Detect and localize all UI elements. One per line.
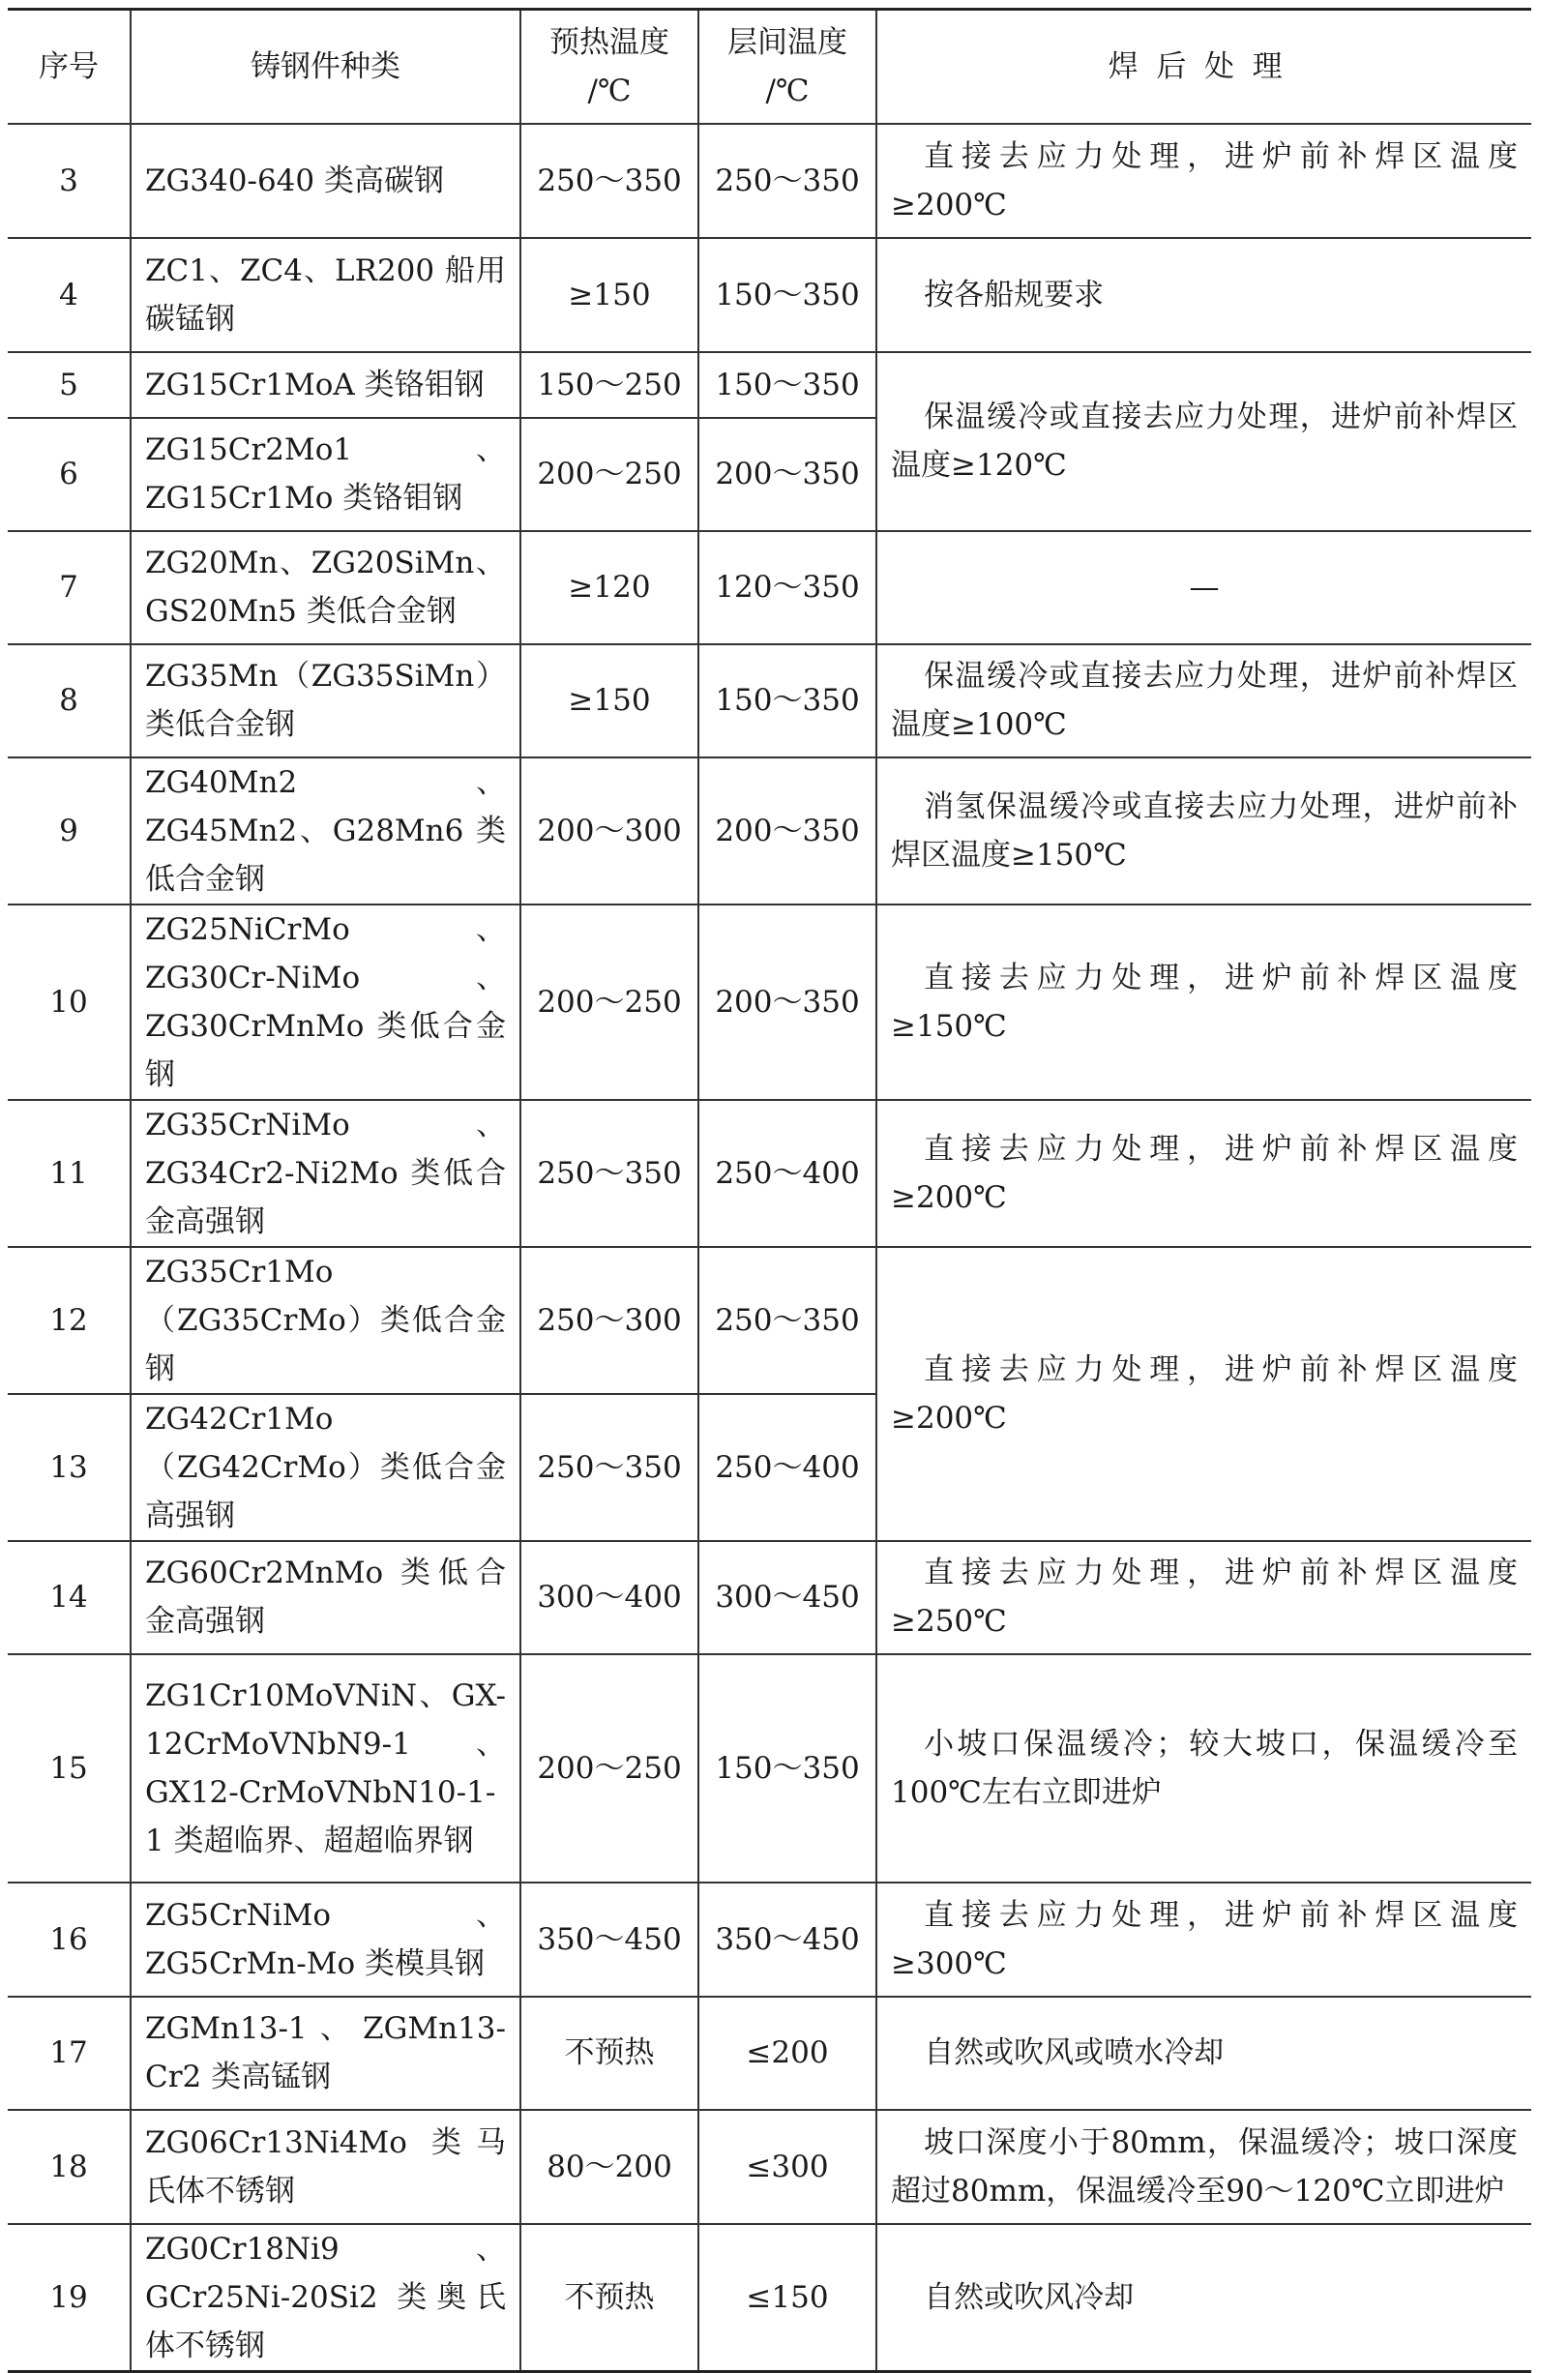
cell-interpass: 150～350 [698,238,876,352]
cell-no: 7 [8,531,131,644]
cell-type: ZG15Cr2Mo1、ZG15Cr1Mo 类铬钼钢 [131,418,520,531]
cell-post: 直接去应力处理，进炉前补焊区温度≥300℃ [876,1883,1531,1997]
cell-post: — [876,531,1531,644]
cell-post: 自然或吹风或喷水冷却 [876,1997,1531,2110]
table-row [8,352,1531,418]
cell-type: ZG35Cr1Mo（ZG35CrMo）类低合金钢 [131,1247,520,1394]
cell-interpass: 120～350 [698,531,876,644]
cell-no: 4 [8,238,131,352]
table-row [8,1883,1531,1997]
welding-spec-table [8,8,1531,2373]
cell-interpass: 250～350 [698,124,876,238]
cell-no: 11 [8,1100,131,1247]
cell-interpass: 350～450 [698,1883,876,1997]
table-row [8,1247,1531,1394]
cell-post: 按各船规要求 [876,238,1531,352]
header-type: 铸钢件种类 [131,10,520,124]
cell-interpass: 150～350 [698,352,876,418]
table-row [8,1100,1531,1247]
cell-post: 自然或吹风冷却 [876,2224,1531,2372]
cell-post: 小坡口保温缓冷；较大坡口，保温缓冷至100℃左右立即进炉 [876,1654,1531,1883]
cell-post: 直接去应力处理，进炉前补焊区温度≥200℃ [876,1100,1531,1247]
header-interpass [698,10,876,124]
cell-interpass: 150～350 [698,644,876,757]
cell-preheat: 250～350 [520,124,698,238]
cell-preheat: 80～200 [520,2110,698,2224]
cell-type: ZG5CrNiMo、ZG5CrMn-Mo 类模具钢 [131,1883,520,1997]
table-row [8,238,1531,352]
cell-no: 5 [8,352,131,418]
cell-preheat: 200～250 [520,1654,698,1883]
header-preheat [520,10,698,124]
cell-no: 9 [8,757,131,905]
cell-interpass: 200～350 [698,757,876,905]
header-no: 序号 [8,10,131,124]
header-post: 焊后处理 [876,10,1531,124]
cell-interpass: 200～350 [698,418,876,531]
table-row [8,644,1531,757]
cell-type: ZG40Mn2、ZG45Mn2、G28Mn6 类低合金钢 [131,757,520,905]
table-row [8,124,1531,238]
cell-preheat: 250～350 [520,1100,698,1247]
cell-interpass: 250～350 [698,1247,876,1394]
cell-no: 3 [8,124,131,238]
cell-interpass: 250～400 [698,1100,876,1247]
cell-preheat: ≥150 [520,644,698,757]
cell-preheat: 200～250 [520,418,698,531]
table-row [8,1654,1531,1883]
header-preheat-label: 预热温度 [549,24,669,60]
cell-post: 消氢保温缓冷或直接去应力处理，进炉前补焊区温度≥150℃ [876,757,1531,905]
cell-post: 直接去应力处理，进炉前补焊区温度≥250℃ [876,1541,1531,1654]
cell-post: 保温缓冷或直接去应力处理，进炉前补焊区温度≥120℃ [876,352,1531,531]
cell-type: ZG60Cr2MnMo 类低合金高强钢 [131,1541,520,1654]
cell-no: 12 [8,1247,131,1394]
table-row [8,2110,1531,2224]
cell-type: ZC1、ZC4、LR200 船用碳锰钢 [131,238,520,352]
cell-preheat: 150～250 [520,352,698,418]
cell-interpass: 200～350 [698,905,876,1100]
cell-no: 10 [8,905,131,1100]
cell-preheat: 250～300 [520,1247,698,1394]
cell-type: ZG1Cr10MoVNiN、GX-12CrMoVNbN9-1、GX12-CrMoVNbN10-1-1 类超临界、超超临界钢 [131,1654,520,1883]
table-row [8,1997,1531,2110]
cell-post: 直接去应力处理，进炉前补焊区温度≥150℃ [876,905,1531,1100]
cell-no: 8 [8,644,131,757]
cell-post: 坡口深度小于80mm，保温缓冷；坡口深度超过80mm，保温缓冷至90～120℃立即进炉 [876,2110,1531,2224]
cell-preheat: 350～450 [520,1883,698,1997]
cell-no: 17 [8,1997,131,2110]
cell-no: 15 [8,1654,131,1883]
cell-preheat: 200～250 [520,905,698,1100]
cell-preheat: 不预热 [520,1997,698,2110]
cell-post: 直接去应力处理，进炉前补焊区温度≥200℃ [876,1247,1531,1541]
cell-type: ZGMn13-1、ZGMn13-Cr2 类高锰钢 [131,1997,520,2110]
cell-type: ZG25NiCrMo、ZG30Cr-NiMo、ZG30CrMnMo 类低合金钢 [131,905,520,1100]
cell-preheat: ≥120 [520,531,698,644]
cell-no: 19 [8,2224,131,2372]
cell-post: 直接去应力处理，进炉前补焊区温度≥200℃ [876,124,1531,238]
cell-preheat: 不预热 [520,2224,698,2372]
cell-interpass: ≤150 [698,2224,876,2372]
cell-type: ZG06Cr13Ni4Mo 类马氏体不锈钢 [131,2110,520,2224]
cell-interpass: 250～400 [698,1394,876,1541]
cell-no: 6 [8,418,131,531]
table-row [8,905,1531,1100]
cell-preheat: ≥150 [520,238,698,352]
table-row [8,757,1531,905]
cell-type: ZG42Cr1Mo（ZG42CrMo）类低合金高强钢 [131,1394,520,1541]
cell-type: ZG15Cr1MoA 类铬钼钢 [131,352,520,418]
cell-no: 14 [8,1541,131,1654]
table-row [8,1541,1531,1654]
cell-interpass: 150～350 [698,1654,876,1883]
cell-interpass: ≤300 [698,2110,876,2224]
cell-no: 16 [8,1883,131,1997]
cell-no: 18 [8,2110,131,2224]
cell-interpass: 300～450 [698,1541,876,1654]
cell-preheat: 250～350 [520,1394,698,1541]
header-interpass-label: 层间温度 [727,24,847,60]
cell-type: ZG35CrNiMo、ZG34Cr2-Ni2Mo 类低合金高强钢 [131,1100,520,1247]
cell-interpass: ≤200 [698,1997,876,2110]
cell-type: ZG35Mn（ZG35SiMn）类低合金钢 [131,644,520,757]
cell-post: 保温缓冷或直接去应力处理，进炉前补焊区温度≥100℃ [876,644,1531,757]
cell-type: ZG20Mn、ZG20SiMn、GS20Mn5 类低合金钢 [131,531,520,644]
cell-type: ZG340-640 类高碳钢 [131,124,520,238]
table-row [8,531,1531,644]
header-interpass-unit: /℃ [765,73,810,108]
cell-type: ZG0Cr18Ni9、GCr25Ni-20Si2 类奥氏体不锈钢 [131,2224,520,2372]
table-row [8,2224,1531,2372]
cell-preheat: 200～300 [520,757,698,905]
header-preheat-unit: /℃ [587,73,632,108]
header-row [8,10,1531,124]
cell-no: 13 [8,1394,131,1541]
cell-preheat: 300～400 [520,1541,698,1654]
